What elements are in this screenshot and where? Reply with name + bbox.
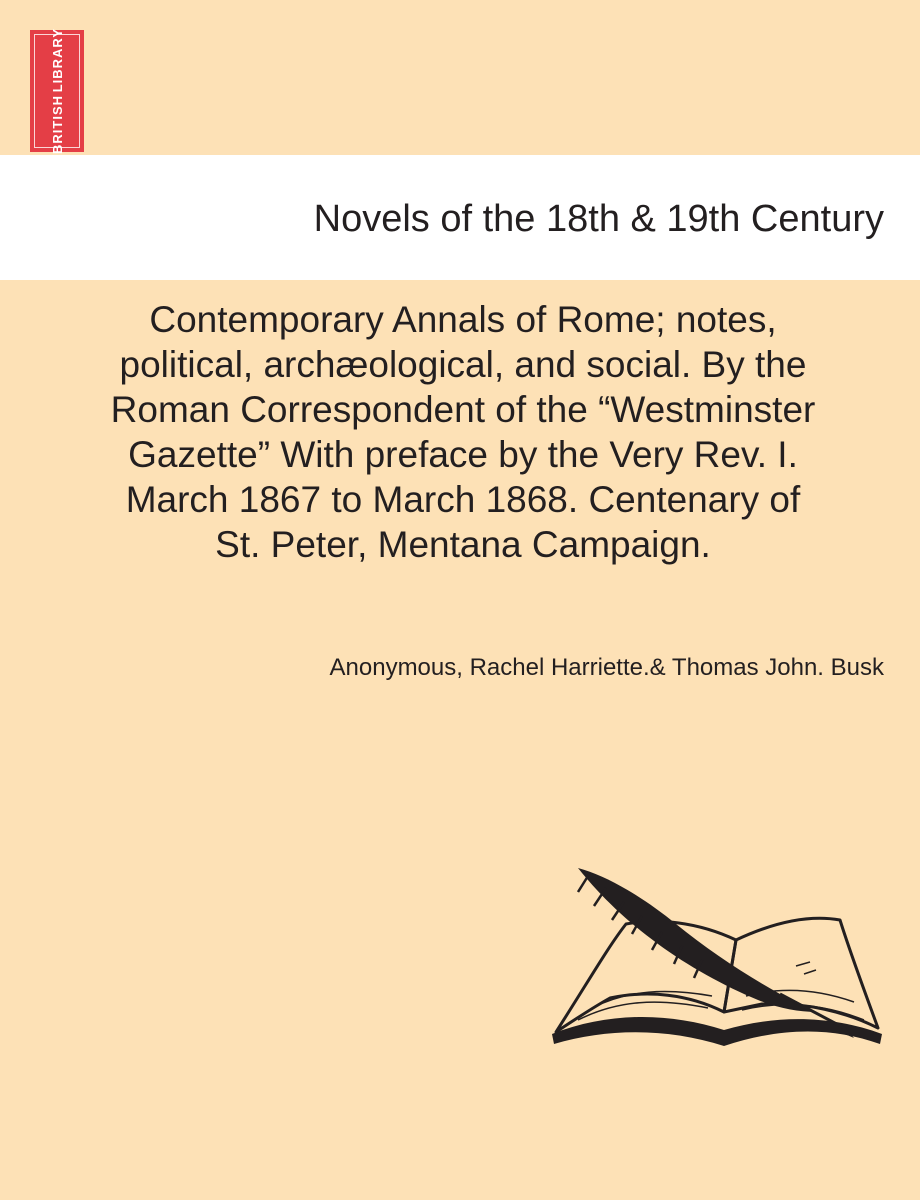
- badge-word-british: BRITISH: [49, 94, 65, 154]
- quill-and-open-book-icon: [548, 862, 886, 1058]
- title-line: Gazette” With preface by the Very Rev. I.: [128, 434, 798, 475]
- title-line: St. Peter, Mentana Campaign.: [215, 524, 711, 565]
- title-line: Roman Correspondent of the “Westminster: [110, 389, 816, 430]
- title-line: March 1867 to March 1868. Centenary of: [125, 479, 801, 520]
- series-band: [0, 155, 920, 280]
- badge-frame: [34, 28, 80, 154]
- series-title: Novels of the 18th & 19th Century: [313, 198, 884, 240]
- british-library-badge: [30, 30, 84, 152]
- authors-line: Anonymous, Rachel Harriette.& Thomas John. Busk: [329, 654, 884, 681]
- badge-word-library: LIBRARY: [49, 28, 65, 93]
- book-title: [32, 297, 894, 567]
- title-line: Contemporary Annals of Rome; notes,: [149, 299, 777, 340]
- title-line: political, archæological, and social. By the: [119, 344, 807, 385]
